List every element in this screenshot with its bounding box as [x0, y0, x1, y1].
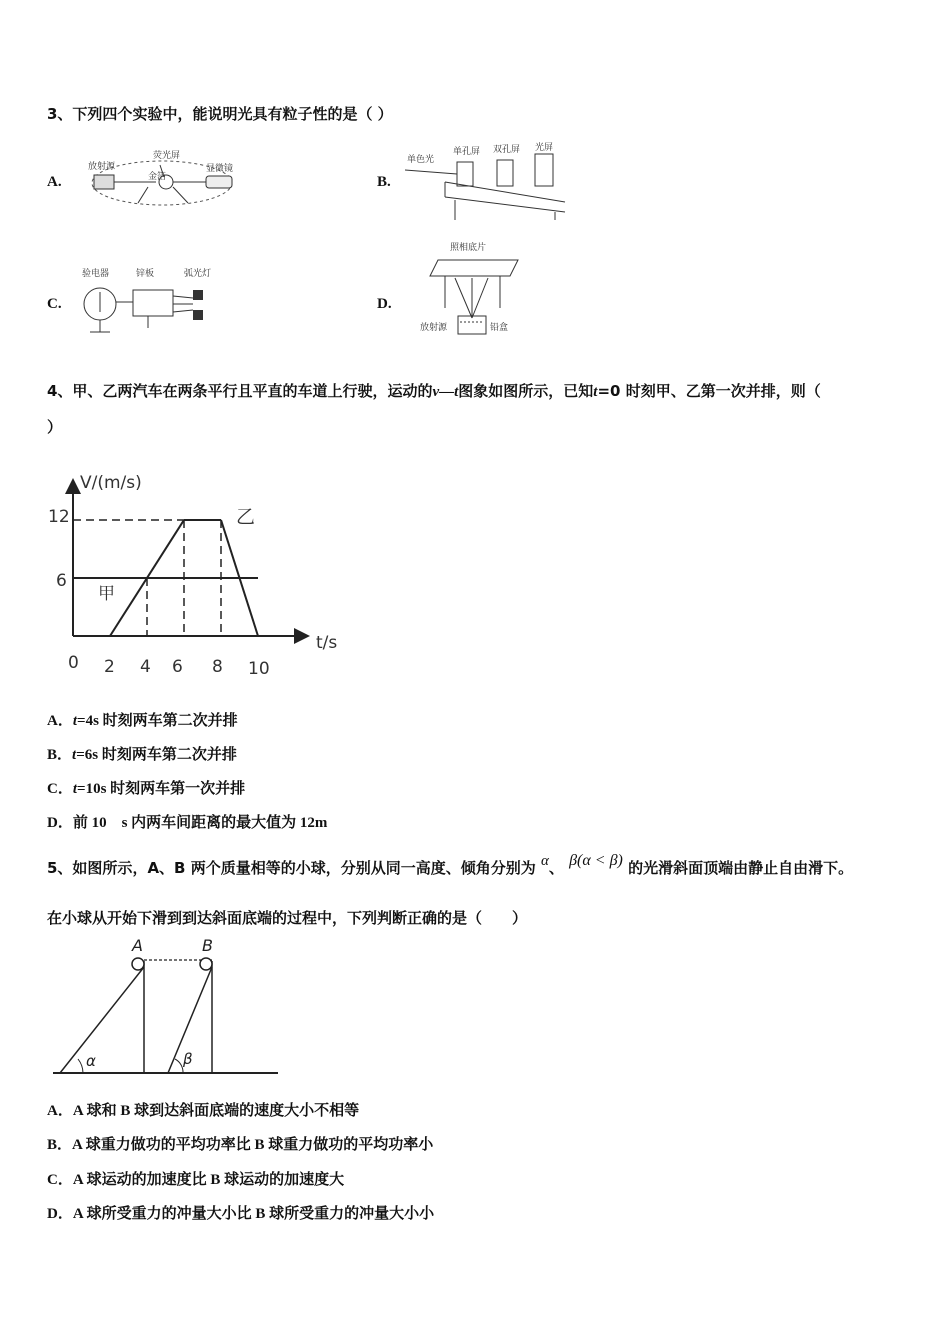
q5-sep: 、: [548, 859, 564, 877]
q4-stem-close: ）: [47, 418, 63, 436]
q4-option-d-text: 前 10 s 内两车间距离的最大值为 12m: [72, 815, 328, 831]
q3b-label-light: 单色光: [407, 155, 435, 165]
q3b-label-single: 单孔屏: [453, 147, 481, 157]
q4-option-a-text: =4s 时刻两车第二次并排: [77, 713, 238, 729]
q3-option-a-letter: A.: [47, 174, 62, 190]
q4-stem-t: t: [593, 384, 598, 400]
q3d-label-film: 照相底片: [450, 243, 487, 253]
q3-option-c-letter: C.: [47, 296, 62, 312]
vt-chart: [48, 462, 360, 684]
q3-option-b-letter: B.: [377, 174, 391, 190]
q3a-label-foil: 金箔: [148, 172, 167, 182]
label-b: B: [202, 936, 213, 955]
q3-option-d-letter: D.: [377, 296, 392, 312]
q5-option-c: [47, 1168, 344, 1189]
y-axis-label: V/(m/s): [80, 473, 142, 493]
q5-option-a: [47, 1099, 359, 1120]
q3-option-c-figure: [78, 262, 228, 337]
q3d-label-source: 放射源: [420, 323, 448, 333]
q4-option-b-text: =6s 时刻两车第二次并排: [76, 747, 237, 763]
q3-option-d-figure: [420, 238, 525, 340]
x-tick-8: 8: [212, 657, 223, 677]
ball-a: [132, 958, 144, 970]
q5-option-a-text: A 球和 B 球到达斜面底端的速度大小不相等: [72, 1103, 360, 1119]
x-tick-10: 10: [248, 659, 270, 679]
x-tick-2: 2: [104, 657, 115, 677]
q4-option-c-t: t: [72, 781, 78, 797]
q4-option-a-letter: A．: [47, 713, 73, 729]
angle-alpha: α: [86, 1052, 96, 1070]
q5-option-b-text: A 球重力做功的平均功率比 B 球重力做功的平均功率小: [72, 1137, 434, 1153]
q5-option-b-letter: B．: [47, 1137, 73, 1153]
q5-option-d-text: A 球所受重力的冲量大小比 B 球所受重力的冲量大小小: [72, 1206, 435, 1222]
q5-option-b: [47, 1133, 433, 1154]
q4-option-b: [47, 743, 237, 764]
q5-stem-b: 的光滑斜面顶端由静止自由滑下。: [628, 859, 854, 877]
x-tick-4: 4: [140, 657, 151, 677]
q3-stem: 3、下列四个实验中，能说明光具有粒子性的是（ ）: [47, 105, 393, 123]
q3-option-b-figure: [405, 142, 570, 222]
q4-stem-a: 4、甲、乙两汽车在两条平行且平直的车道上行驶，运动的: [47, 382, 433, 400]
q5-incline-figure: [48, 935, 288, 1083]
q4-stem: [47, 380, 821, 401]
q4-stem-vt: v—t: [432, 384, 459, 400]
q3a-label-microscope: 显微镜: [206, 164, 234, 174]
q3a-label-screen: 荧光屏: [153, 151, 181, 161]
q5-option-c-text: A 球运动的加速度比 B 球运动的加速度大: [72, 1172, 345, 1188]
q4-option-b-letter: B．: [47, 747, 73, 763]
q4-option-c-text: =10s 时刻两车第一次并排: [77, 781, 246, 797]
q5-stem: [47, 852, 854, 878]
q3b-label-screen: 光屏: [535, 143, 554, 153]
q4-stem-c: =0 时刻甲、乙第一次并排，则（: [597, 382, 821, 400]
angle-beta: β: [183, 1050, 193, 1068]
q4-option-c: [47, 777, 245, 798]
q3-option-a-figure: [78, 145, 248, 210]
q3d-label-box: 铅盒: [490, 323, 509, 333]
q5-option-c-letter: C．: [47, 1172, 73, 1188]
series-label-yi: 乙: [236, 506, 256, 528]
q3b-label-double: 双孔屏: [493, 145, 521, 155]
q5-beta-expr: β(α < β): [569, 852, 623, 869]
q5-alpha: α: [540, 853, 549, 869]
y-tick-6: 6: [56, 571, 67, 591]
q5-option-a-letter: A．: [47, 1103, 73, 1119]
q5-option-d-letter: D．: [47, 1206, 73, 1222]
x-tick-6: 6: [172, 657, 183, 677]
q4-option-a-t: t: [72, 713, 78, 729]
q5-option-d: [47, 1202, 434, 1223]
q5-stem2: 在小球从开始下滑到到达斜面底端的过程中，下列判断正确的是（ ）: [47, 909, 528, 927]
x-tick-0: 0: [68, 653, 79, 673]
label-a: A: [132, 936, 143, 955]
q3c-label-zinc: 锌板: [136, 269, 155, 279]
q4-option-d: [47, 811, 327, 832]
q4-stem-b: 图象如图所示，已知: [458, 382, 594, 400]
q4-option-a: [47, 709, 238, 730]
q3c-label-electroscope: 验电器: [82, 269, 110, 279]
q4-option-c-letter: C．: [47, 781, 73, 797]
q5-stem-a: 5、如图所示，A、B 两个质量相等的小球，分别从同一高度、倾角分别为: [47, 859, 536, 877]
q3a-label-source: 放射源: [88, 162, 116, 172]
q4-option-d-letter: D．: [47, 815, 73, 831]
q4-option-b-t: t: [72, 747, 77, 763]
y-tick-12: 12: [48, 507, 70, 527]
x-axis-label: t/s: [316, 633, 338, 653]
q3c-label-lamp: 弧光灯: [184, 269, 212, 279]
ball-b: [200, 958, 212, 970]
series-label-jia: 甲: [98, 584, 115, 604]
